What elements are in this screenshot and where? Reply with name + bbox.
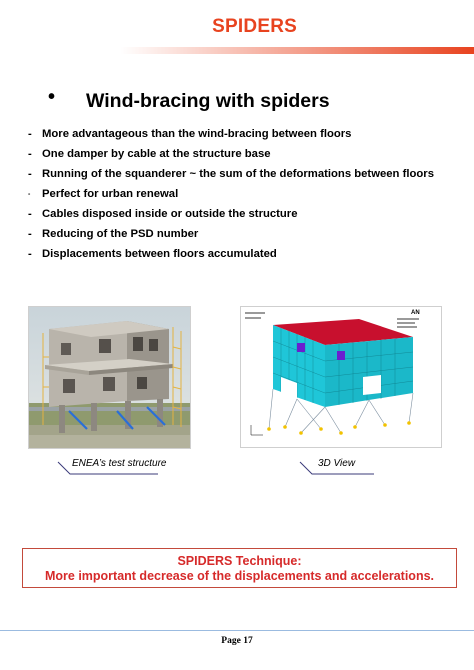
dash-marker: - — [28, 148, 32, 160]
sub-point-list — [28, 124, 468, 264]
main-bullet-marker: • — [48, 86, 56, 108]
sub-point-text: One damper by cable at the structure base — [42, 148, 271, 160]
sub-point-text: Displacements between floors accumulated — [42, 248, 277, 260]
sub-point-item — [28, 164, 468, 184]
dash-marker: - — [28, 128, 32, 140]
ansys-logo: AN — [411, 310, 420, 316]
sub-point-text: Cables disposed inside or outside the structure — [42, 208, 298, 220]
header-gradient-bar — [120, 47, 474, 54]
right-caption-underline — [298, 460, 376, 476]
dash-marker: - — [28, 228, 32, 240]
sub-point-item — [28, 144, 468, 164]
fe-model-3d-view — [240, 306, 442, 448]
dash-marker: - — [28, 248, 32, 260]
test-structure-photo — [28, 306, 191, 449]
page-number: Page 17 — [221, 636, 253, 646]
sub-point-item — [28, 184, 468, 204]
dash-marker: - — [28, 190, 31, 198]
footer-divider — [0, 630, 474, 631]
sub-point-item — [28, 204, 468, 224]
sub-point-item — [28, 244, 468, 264]
technique-text: More important decrease of the displacements and accelerations. — [44, 569, 434, 583]
dash-marker: - — [28, 168, 32, 180]
sub-point-text: Reducing of the PSD number — [42, 228, 199, 240]
left-caption-underline — [56, 460, 160, 476]
right-figure-caption: 3D View — [318, 458, 356, 469]
sub-point-text: Perfect for urban renewal — [42, 188, 179, 200]
sub-point-text: Running of the squanderer ~ the sum of the deformations between floors — [42, 168, 434, 180]
page-header-title: SPIDERS — [212, 16, 297, 37]
sub-point-item — [28, 224, 468, 244]
technique-title: SPIDERS Technique: — [177, 554, 302, 568]
dash-marker: - — [28, 208, 32, 220]
main-bullet-heading: Wind-bracing with spiders — [86, 90, 330, 112]
left-figure-caption: ENEA’s test structure — [72, 458, 167, 469]
sub-point-text: More advantageous than the wind-bracing between floors — [42, 128, 352, 140]
technique-callout-box — [22, 548, 457, 588]
sub-point-item — [28, 124, 468, 144]
